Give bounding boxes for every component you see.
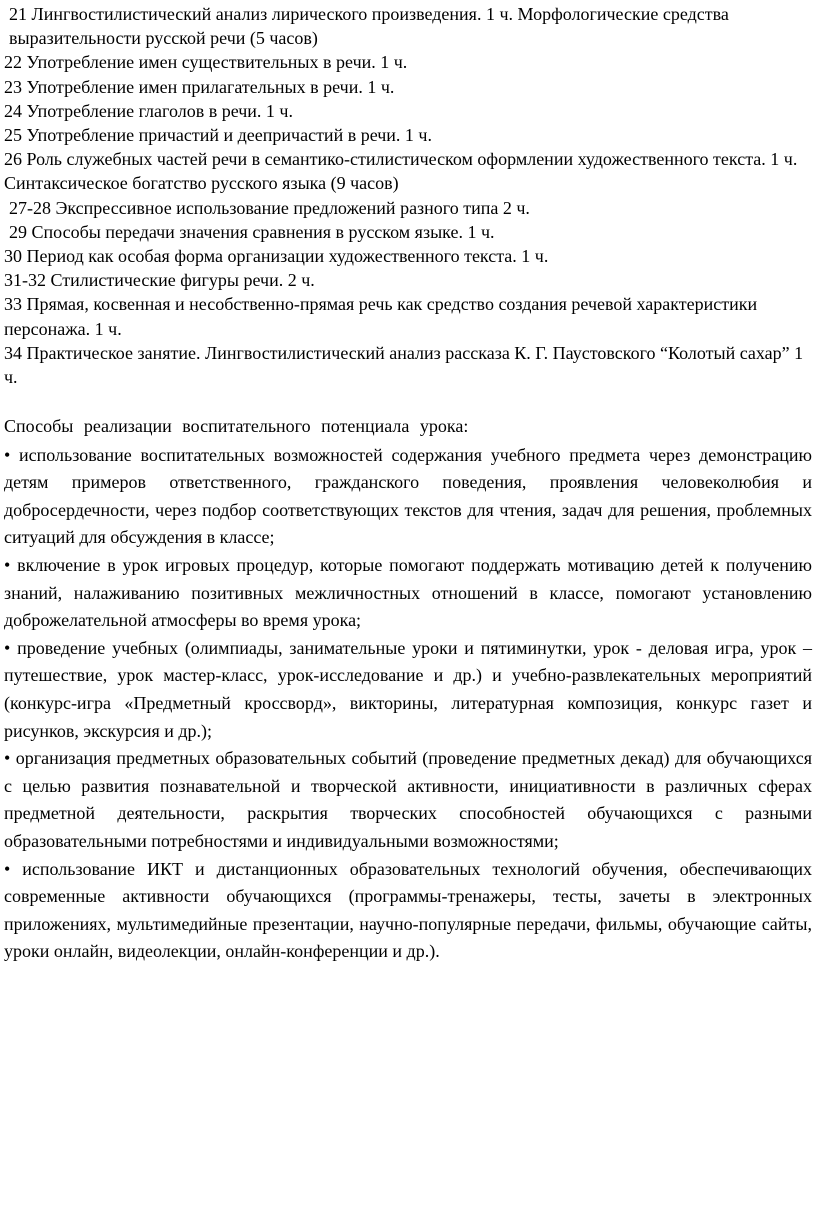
outline-item: 24 Употребление глаголов в речи. 1 ч. (4, 100, 293, 121)
outline-item: 23 Употребление имен прилагательных в речи. 1 ч. (4, 76, 395, 97)
outline-item: 21 Лингвостилистический анализ лирического произведения. 1 ч. Морфологические средства выразительности русской речи (5 часов) (9, 4, 729, 49)
lesson-outline (4, 2, 804, 389)
upbringing-methods-section (4, 413, 812, 966)
outline-item: 27-28 Экспрессивное использование предложений разного типа 2 ч. (9, 197, 530, 218)
outline-item: 26 Роль служебных частей речи в семантико-стилистическом оформлении художественного текста. 1 ч. Синтаксическое богатство русского языка (9 часов) (4, 149, 798, 194)
bullet-item: • использование ИКТ и дистанционных образовательных технологий обучения, обеспечивающих современные активности обучающихся (программы-тренажеры, тесты, зачеты в электронных приложениях, мультимедийные презентации, научно-популярные передачи, фильмы, обучающие сайты, уроки онлайн, видеолекции, онлайн-конференции и др.). (4, 858, 812, 962)
outline-item: 30 Период как особая форма организации художественного текста. 1 ч. (4, 246, 549, 267)
bullet-item: • проведение учебных (олимпиады, занимательные уроки и пятиминутки, урок - деловая игра, урок – путешествие, урок мастер-класс, урок-исследование и др.) и учебно-развлекательных мероприятий (конкурс-игра «Предметный кроссворд», викторины, литературная композиция, конкурс газет и рисунков, экскурсия и др.); (4, 637, 812, 741)
bullet-item: • использование воспитательных возможностей содержания учебного предмета через демонстрацию детям примеров ответственного, гражданского поведения, проявления человеколюбия и добросердечности, через подбор соответствующих текстов для чтения, задач для решения, проблемных ситуаций для обсуждения в классе; (4, 444, 812, 548)
bullet-item: • включение в урок игровых процедур, которые помогают поддержать мотивацию детей к получению знаний, налаживанию позитивных межличностных отношений в классе, помогают установлению доброжелательной атмосферы во время урока; (4, 554, 812, 631)
outline-item: 25 Употребление причастий и деепричастий в речи. 1 ч. (4, 125, 432, 146)
bullet-item: • организация предметных образовательных событий (проведение предметных декад) для обучающихся с целью развития познавательной и творческой активности, инициативности в различных сферах предметной деятельности, раскрытия творческих способностей обучающихся с разными образовательными потребностями и индивидуальными возможностями; (4, 748, 812, 851)
outline-item: 31-32 Стилистические фигуры речи. 2 ч. (4, 270, 315, 291)
outline-item: 34 Практическое занятие. Лингвостилистический анализ рассказа К. Г. Паустовского “Колотый сахар” 1 ч. (4, 342, 804, 388)
outline-item: 22 Употребление имен существительных в речи. 1 ч. (4, 52, 408, 73)
outline-item: 33 Прямая, косвенная и несобственно-прямая речь как средство создания речевой характеристики персонажа. 1 ч. (4, 294, 758, 339)
section-heading: Способы реализации воспитательного потенциала урока: (4, 416, 469, 436)
outline-item: 29 Способы передачи значения сравнения в русском языке. 1 ч. (9, 221, 495, 242)
